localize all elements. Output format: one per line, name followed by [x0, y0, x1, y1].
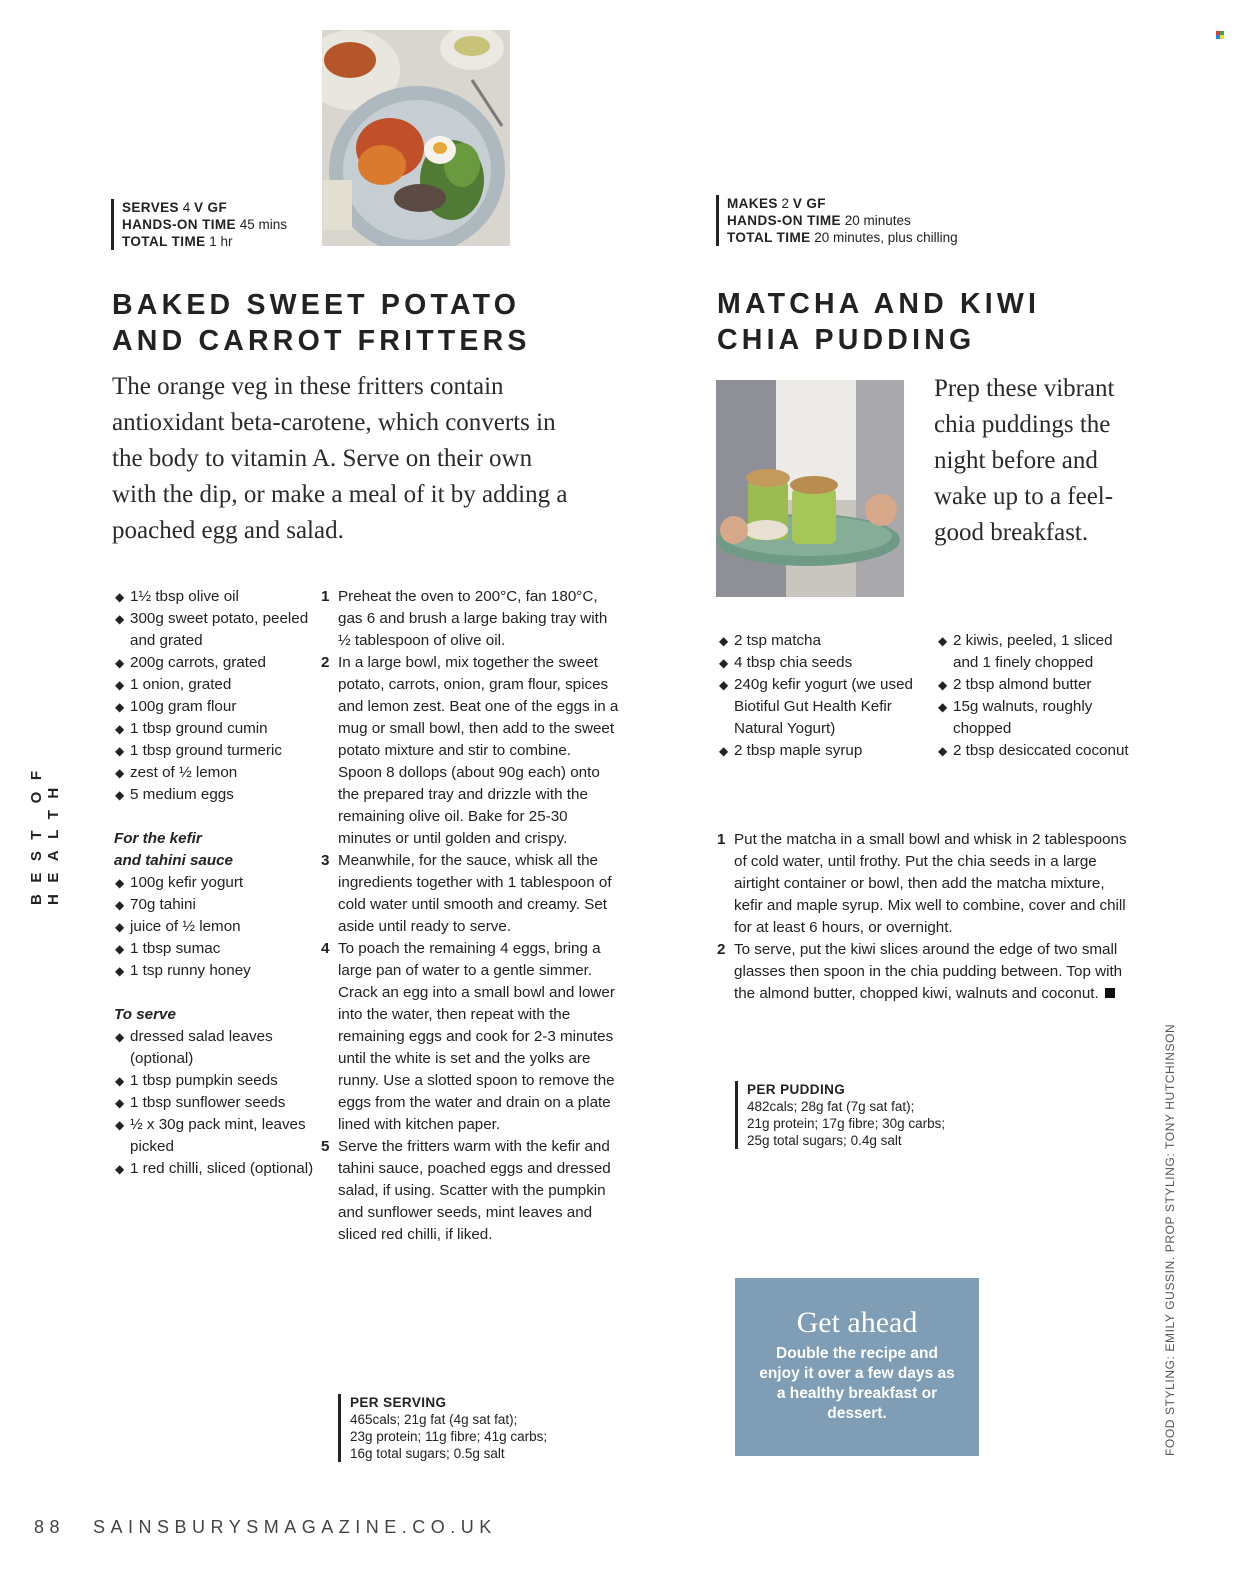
- handson-label: HANDS-ON TIME: [122, 217, 236, 232]
- list-item: [114, 916, 314, 938]
- bullet-diamond-icon: ◆: [719, 656, 729, 670]
- step-text: Preheat the oven to 200°C, fan 180°C, gas 6 and brush a large baking tray with ½ tablespoon of olive oil.: [338, 588, 608, 649]
- list-item: [937, 630, 1137, 674]
- total-label: TOTAL TIME: [727, 230, 811, 245]
- list-item: [114, 894, 314, 916]
- list-item: [718, 674, 928, 740]
- bullet-diamond-icon: ◆: [115, 788, 125, 802]
- list-item: [114, 718, 314, 740]
- bullet-diamond-icon: ◆: [938, 678, 948, 692]
- page-number: 88: [34, 1517, 66, 1537]
- list-item-text: 100g kefir yogurt: [130, 874, 244, 891]
- nutrition-line: 25g total sugars; 0.4g salt: [747, 1133, 902, 1148]
- recipe1-nutrition: [338, 1394, 547, 1462]
- list-item: [718, 740, 928, 762]
- photo-credits: FOOD STYLING: EMILY GUSSIN. PROP STYLING: TONY HUTCHINSON: [1163, 1023, 1177, 1456]
- serve-heading: To serve: [114, 1006, 176, 1023]
- list-item-text: 1 tsp runny honey: [130, 962, 251, 979]
- step-text: To serve, put the kiwi slices around the edge of two small glasses then spoon in the chia pudding between. Top with the almond butter, chopped kiwi, walnuts and coconut.: [734, 941, 1123, 1002]
- list-item: [114, 586, 314, 608]
- recipe2-title-line2: CHIA PUDDING: [717, 324, 976, 356]
- list-item-text: 2 tbsp almond butter: [953, 676, 1092, 693]
- get-ahead-body: Double the recipe and enjoy it over a few days as a healthy breakfast or dessert.: [759, 1345, 955, 1422]
- ingredient-list: [718, 630, 928, 762]
- nutrition-heading: PER PUDDING: [747, 1082, 846, 1097]
- list-item: [114, 740, 314, 762]
- list-item: [718, 652, 928, 674]
- section-label: BEST OF HEALTH: [28, 759, 62, 905]
- bullet-diamond-icon: ◆: [719, 678, 729, 692]
- fritters-photo: [322, 30, 510, 246]
- list-item: [114, 1114, 314, 1158]
- list-item-text: 15g walnuts, roughly chopped: [953, 698, 1093, 737]
- list-item: [114, 872, 314, 894]
- method-steps: [717, 829, 1132, 1005]
- recipe2-title: [717, 286, 1040, 358]
- list-item: [114, 1070, 314, 1092]
- bullet-diamond-icon: ◆: [115, 1074, 125, 1088]
- handson-value: 45 mins: [239, 217, 287, 232]
- bullet-diamond-icon: ◆: [719, 744, 729, 758]
- diet-badge: V GF: [792, 196, 826, 211]
- step-number: 2: [321, 654, 330, 671]
- bullet-diamond-icon: ◆: [115, 590, 125, 604]
- bullet-diamond-icon: ◆: [115, 920, 125, 934]
- list-item-text: 2 tbsp maple syrup: [734, 742, 863, 759]
- method-step: [321, 938, 619, 1136]
- list-item-text: 1 tbsp sumac: [130, 940, 221, 957]
- ingredient-list: [114, 586, 314, 806]
- list-item-text: 1 onion, grated: [130, 676, 232, 693]
- sauce-heading: [114, 828, 314, 872]
- bullet-diamond-icon: ◆: [115, 700, 125, 714]
- list-item: [937, 674, 1137, 696]
- method-step: [717, 939, 1132, 1005]
- list-item-text: 2 kiwis, peeled, 1 sliced and 1 finely chopped: [953, 632, 1113, 671]
- nutrition-line: 482cals; 28g fat (7g sat fat);: [747, 1099, 915, 1114]
- step-number: 2: [717, 941, 726, 958]
- method-steps: [321, 586, 619, 1246]
- list-item-text: 1 tbsp ground turmeric: [130, 742, 282, 759]
- list-item-text: 1 tbsp pumpkin seeds: [130, 1072, 278, 1089]
- bullet-diamond-icon: ◆: [115, 656, 125, 670]
- list-item: [937, 696, 1137, 740]
- bullet-diamond-icon: ◆: [938, 744, 948, 758]
- list-item-text: 300g sweet potato, peeled and grated: [130, 610, 309, 649]
- recipe2-title-line1: MATCHA AND KIWI: [717, 288, 1041, 320]
- list-item-text: 2 tbsp desiccated coconut: [953, 742, 1129, 759]
- end-square-icon: [1105, 988, 1115, 998]
- list-item: [114, 674, 314, 696]
- recipe2-intro: Prep these vibrant chia puddings the night before and wake up to a feel-good breakfast.: [934, 375, 1115, 546]
- list-item-text: 1 tbsp sunflower seeds: [130, 1094, 286, 1111]
- recipe1-intro: The orange veg in these fritters contain antioxidant beta-carotene, which converts in the body to vitamin A. Serve on their own with the dip, or make a meal of it by adding a poached egg and salad.: [112, 373, 568, 544]
- recipe2-nutrition: [735, 1081, 945, 1149]
- list-item: [937, 740, 1137, 762]
- handson-value: 20 minutes: [844, 213, 911, 228]
- list-item-text: 1 red chilli, sliced (optional): [130, 1160, 314, 1177]
- total-label: TOTAL TIME: [122, 234, 206, 249]
- recipe1-method: [321, 586, 619, 1246]
- serves-value: 4: [182, 200, 191, 215]
- list-item: [114, 1026, 314, 1070]
- bullet-diamond-icon: ◆: [115, 1118, 125, 1132]
- recipe1-ingredients: [114, 586, 314, 1180]
- nutrition-line: 465cals; 21g fat (4g sat fat);: [350, 1412, 518, 1427]
- recipe1-title: [112, 287, 531, 359]
- list-item-text: 240g kefir yogurt (we used Biotiful Gut Health Kefir Natural Yogurt): [734, 676, 913, 737]
- recipe1-meta: [111, 199, 287, 250]
- list-item: [114, 1158, 314, 1180]
- list-item-text: ½ x 30g pack mint, leaves picked: [130, 1116, 306, 1155]
- step-text: In a large bowl, mix together the sweet potato, carrots, onion, gram flour, spices and lemon zest. Beat one of the eggs in a mug or small bowl, then add to the sweet potato mixture and stir to combine. Spoon 8 dollops (about 90g each) onto the prepared tray and drizzle with the remaining olive oil. Bake for 25-30 minutes or until golden and crispy.: [338, 654, 619, 847]
- bullet-diamond-icon: ◆: [938, 634, 948, 648]
- recipe1-title-line2: AND CARROT FRITTERS: [112, 325, 531, 357]
- list-item: [114, 652, 314, 674]
- bullet-diamond-icon: ◆: [938, 700, 948, 714]
- footer-website: SAINSBURYSMAGAZINE.CO.UK: [93, 1517, 497, 1537]
- list-item-text: 70g tahini: [130, 896, 196, 913]
- recipe2-method: [717, 829, 1132, 1005]
- get-ahead-box: [735, 1278, 979, 1456]
- step-text: Put the matcha in a small bowl and whisk in 2 tablespoons of cold water, until frothy. Put the chia seeds in a large airtight container or bowl, then add the matcha mixture, kefir and maple syrup. Mix well to combine, cover and chill for at least 6 hours, or overnight.: [734, 831, 1127, 936]
- sauce-list: [114, 872, 314, 982]
- list-item: [114, 762, 314, 784]
- bullet-diamond-icon: ◆: [115, 876, 125, 890]
- bullet-diamond-icon: ◆: [719, 634, 729, 648]
- list-item: [114, 960, 314, 982]
- list-item-text: dressed salad leaves (optional): [130, 1028, 273, 1067]
- method-step: [321, 1136, 619, 1246]
- total-value: 1 hr: [209, 234, 233, 249]
- step-number: 4: [321, 940, 330, 957]
- list-item: [114, 1092, 314, 1114]
- makes-value: 2: [781, 196, 790, 211]
- bullet-diamond-icon: ◆: [115, 1096, 125, 1110]
- list-item-text: 100g gram flour: [130, 698, 237, 715]
- list-item: [114, 608, 314, 652]
- diet-badge: V GF: [193, 200, 228, 215]
- step-text: Meanwhile, for the sauce, whisk all the ingredients together with 1 tablespoon of cold water until smooth and creamy. Set aside until ready to serve.: [338, 852, 612, 935]
- page-footer: [34, 1517, 497, 1538]
- list-item-text: 1 tbsp ground cumin: [130, 720, 268, 737]
- chia-pudding-photo: [716, 380, 904, 597]
- bullet-diamond-icon: ◆: [115, 612, 125, 626]
- method-step: [321, 652, 619, 850]
- bullet-diamond-icon: ◆: [115, 1030, 125, 1044]
- step-text: To poach the remaining 4 eggs, bring a large pan of water to a gentle simmer. Crack an egg into a small bowl and lower into the water, then repeat with the remaining eggs and cook for 2-3 minutes until the white is set and the yolks are runny. Use a slotted spoon to remove the eggs from the water and drain on a plate lined with kitchen paper.: [338, 940, 615, 1133]
- bullet-diamond-icon: ◆: [115, 722, 125, 736]
- list-item-text: 4 tbsp chia seeds: [734, 654, 853, 671]
- list-item-text: 200g carrots, grated: [130, 654, 266, 671]
- makes-label: MAKES: [727, 196, 778, 211]
- step-number: 1: [717, 831, 726, 848]
- bullet-diamond-icon: ◆: [115, 678, 125, 692]
- list-item-text: zest of ½ lemon: [130, 764, 238, 781]
- color-registration-icon: [1216, 31, 1224, 39]
- list-item: [114, 784, 314, 806]
- bullet-diamond-icon: ◆: [115, 744, 125, 758]
- list-item-text: 5 medium eggs: [130, 786, 234, 803]
- list-item: [114, 696, 314, 718]
- list-item-text: 2 tsp matcha: [734, 632, 821, 649]
- sauce-heading-line2: and tahini sauce: [114, 852, 234, 869]
- method-step: [717, 829, 1132, 939]
- sauce-heading-line1: For the kefir: [114, 830, 202, 847]
- step-number: 3: [321, 852, 330, 869]
- nutrition-line: 16g total sugars; 0.5g salt: [350, 1446, 505, 1461]
- handson-label: HANDS-ON TIME: [727, 213, 841, 228]
- nutrition-heading: PER SERVING: [350, 1395, 447, 1410]
- nutrition-line: 23g protein; 11g fibre; 41g carbs;: [350, 1429, 548, 1444]
- get-ahead-title: Get ahead: [796, 1306, 918, 1339]
- step-number: 1: [321, 588, 330, 605]
- recipe2-ingredients-right: [937, 630, 1137, 762]
- list-item-text: 1½ tbsp olive oil: [130, 588, 239, 605]
- bullet-diamond-icon: ◆: [115, 942, 125, 956]
- step-number: 5: [321, 1138, 330, 1155]
- total-value: 20 minutes, plus chilling: [814, 230, 958, 245]
- recipe2-ingredients-left: [718, 630, 928, 762]
- bullet-diamond-icon: ◆: [115, 898, 125, 912]
- method-step: [321, 586, 619, 652]
- bullet-diamond-icon: ◆: [115, 1162, 125, 1176]
- list-item-text: juice of ½ lemon: [130, 918, 241, 935]
- bullet-diamond-icon: ◆: [115, 766, 125, 780]
- serve-list: [114, 1026, 314, 1180]
- ingredient-list: [937, 630, 1137, 762]
- list-item: [718, 630, 928, 652]
- method-step: [321, 850, 619, 938]
- nutrition-line: 21g protein; 17g fibre; 30g carbs;: [747, 1116, 946, 1131]
- step-text: Serve the fritters warm with the kefir and tahini sauce, poached eggs and dressed salad, if using. Scatter with the pumpkin and sunflower seeds, mint leaves and sliced red chilli, if liked.: [338, 1138, 611, 1243]
- list-item: [114, 938, 314, 960]
- bullet-diamond-icon: ◆: [115, 964, 125, 978]
- recipe1-title-line1: BAKED SWEET POTATO: [112, 289, 521, 321]
- recipe2-meta: [716, 195, 958, 246]
- serves-label: SERVES: [122, 200, 179, 215]
